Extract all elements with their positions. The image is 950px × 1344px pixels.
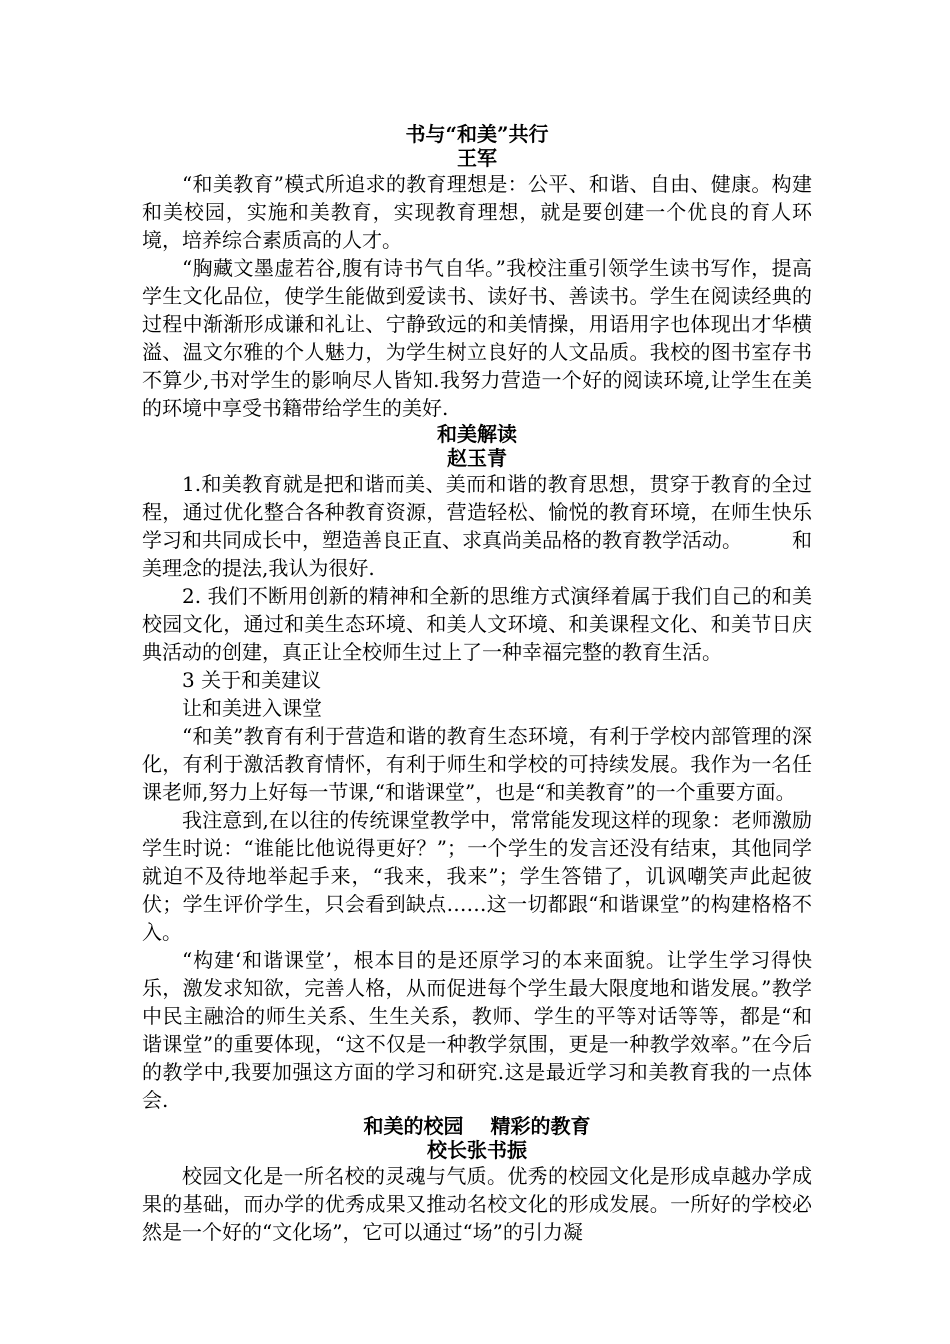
section2-paragraph-5: “和美”教育有利于营造和谐的教育生态环境，有利于学校内部管理的深化，有利于激活教育情怀，有利于师生和学校的可持续发展。我作为一名任课老师,努力上好每一节课,“和谐课堂”，也是“和美教育”的一个重要方面。 xyxy=(142,724,812,804)
section2-paragraph-6: 我注意到,在以往的传统课堂教学中，常常能发现这样的现象：老师激励学生时说：“谁能比他说得更好？”；一个学生的发言还没有结束，其他同学就迫不及待地举起手来，“我来，我来”；学生答错了，讥讽嘲笑声此起彼伏；学生评价学生，只会看到缺点……这一切都跟“和谐课堂”的构建格格不入。 xyxy=(142,808,812,944)
section2-title: 和美解读 xyxy=(437,422,517,446)
section1-author: 王军 xyxy=(457,146,497,170)
section3-author: 校长张书振 xyxy=(427,1138,527,1162)
section2-author: 赵玉青 xyxy=(447,446,507,470)
section2-paragraph-4: 让和美进入课堂 xyxy=(182,696,322,720)
section2-paragraph-1-text: 1.和美教育就是把和谐而美、美而和谐的教育思想，贯穿于教育的全过程，通过优化整合各种教育资源，营造轻松、愉悦的教育环境，在师生快乐学习和共同成长中，塑造善良正直、求真尚美品格的教育教学活动。 xyxy=(142,472,812,552)
section1-paragraph-2: “胸藏文墨虚若谷,腹有诗书气自华。”我校注重引领学生读书写作，提高学生文化品位，使学生能做到爱读书、读好书、善读书。学生在阅读经典的过程中渐渐形成谦和礼让、宁静致远的和美情操，用语用字也体现出才华横溢、温文尔雅的个人魅力，为学生树立良好的人文品质。我校的图书室存书不算少,书对学生的影响尽人皆知.我努力营造一个好的阅读环境,让学生在美的环境中享受书籍带给学生的美好. xyxy=(142,256,812,420)
section2-paragraph-2: 2. 我们不断用创新的精神和全新的思维方式演绎着属于我们自己的和美校园文化，通过和美生态环境、和美人文环境、和美课程文化、和美节日庆典活动的创建，真正让全校师生过上了一种幸福完整的教育生活。 xyxy=(142,584,812,664)
section2-paragraph-7: “构建‘和谐课堂’，根本目的是还原学习的本来面貌。让学生学习得快乐，激发求知欲，完善人格，从而促进每个学生最大限度地和谐发展。”教学中民主融洽的师生关系、生生关系，教师、学生的平等对话等等，都是“和谐课堂”的重要体现，“这不仅是一种教学氛围，更是一种教学效率。”在今后的教学中,我要加强这方面的学习和研究.这是最近学习和美教育我的一点体会. xyxy=(142,948,812,1112)
section2-paragraph-3: 3 关于和美建议 xyxy=(182,668,322,692)
section3-paragraph-1: 校园文化是一所名校的灵魂与气质。优秀的校园文化是形成卓越办学成果的基础，而办学的优秀成果又推动名校文化的形成发展。一所好的学校必然是一个好的“文化场”，它可以通过“场”的引力凝 xyxy=(142,1164,812,1244)
section1-paragraph-1: “和美教育”模式所追求的教育理想是：公平、和谐、自由、健康。构建和美校园，实施和美教育，实现教育理想，就是要创建一个优良的育人环境，培养综合素质高的人才。 xyxy=(142,172,812,252)
section1-title: 书与“和美”共行 xyxy=(405,122,549,146)
section3-title: 和美的校园 精彩的教育 xyxy=(363,1114,591,1138)
section2-paragraph-1-tail: 和美理念的提法,我认为很好. xyxy=(142,528,812,580)
section2-paragraph-1 xyxy=(142,470,812,582)
